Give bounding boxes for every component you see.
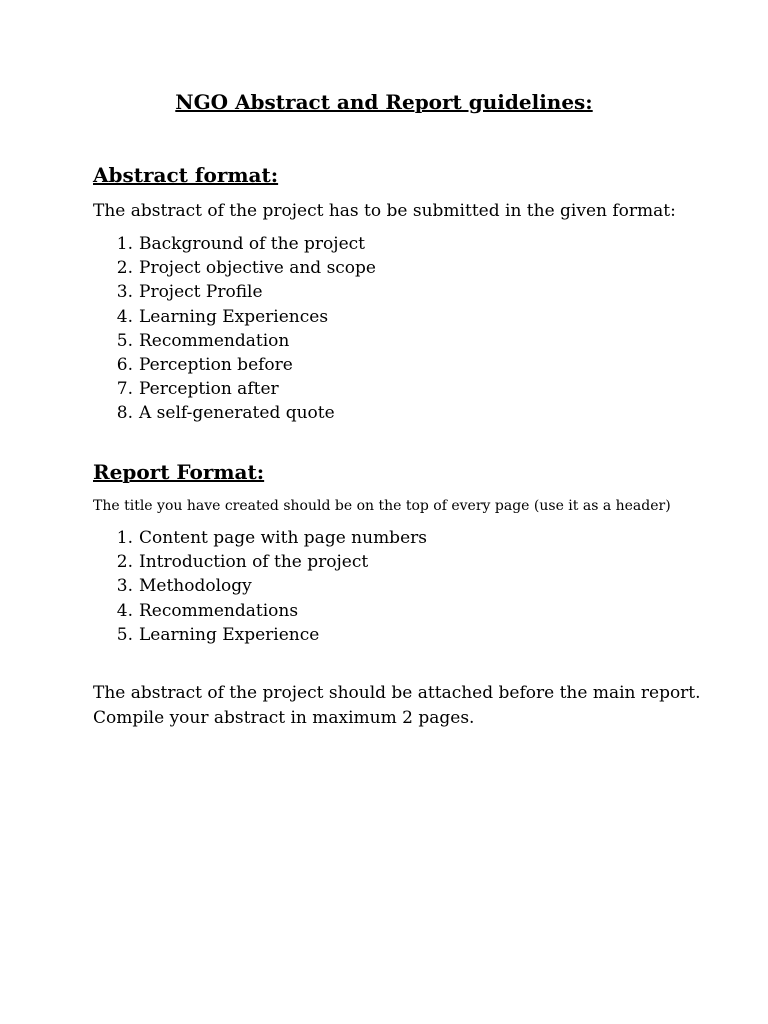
list-item-number: 7. xyxy=(116,379,133,400)
list-item xyxy=(93,353,376,377)
report-intro: The title you have created should be on the top of every page (use it as a header) xyxy=(93,498,671,514)
list-item-text: Project Profile xyxy=(139,282,263,303)
list-item-text: Methodology xyxy=(139,576,252,597)
list-item xyxy=(93,232,376,256)
list-item xyxy=(93,623,427,647)
list-item-text: Content page with page numbers xyxy=(139,528,427,548)
list-item xyxy=(93,256,376,280)
list-item-number: 1. xyxy=(116,528,133,548)
list-item-number: 5. xyxy=(116,624,133,645)
list-item-text: Perception after xyxy=(139,379,279,400)
abstract-heading: Abstract format: xyxy=(93,163,279,187)
list-item xyxy=(93,550,427,574)
list-item-text: Perception before xyxy=(139,354,293,375)
list-item-number: 8. xyxy=(116,403,133,424)
list-item-text: Recommendation xyxy=(139,330,290,351)
list-item-number: 6. xyxy=(116,354,133,375)
list-item xyxy=(93,280,376,304)
list-item xyxy=(93,574,427,598)
list-item-number: 4. xyxy=(116,600,133,621)
closing-note-line-1: The abstract of the project should be attached before the main report. xyxy=(93,683,701,703)
list-item-number: 3. xyxy=(116,576,133,597)
list-item-number: 4. xyxy=(116,306,133,327)
list-item-number: 2. xyxy=(116,258,133,279)
list-item-text: Background of the project xyxy=(139,234,365,254)
list-item-number: 1. xyxy=(116,234,133,254)
list-item-number: 2. xyxy=(116,552,133,573)
abstract-format-list xyxy=(93,232,376,426)
abstract-intro: The abstract of the project has to be submitted in the given format: xyxy=(93,201,676,221)
list-item xyxy=(93,401,376,425)
report-heading: Report Format: xyxy=(93,460,265,484)
list-item xyxy=(93,526,427,550)
list-item-number: 5. xyxy=(116,330,133,351)
report-format-list xyxy=(93,526,427,647)
list-item-text: Recommendations xyxy=(139,600,299,621)
list-item-text: Introduction of the project xyxy=(139,552,369,573)
list-item-text: Project objective and scope xyxy=(139,258,376,279)
list-item-text: Learning Experience xyxy=(139,624,320,645)
list-item-text: A self-generated quote xyxy=(139,403,335,424)
document-title: NGO Abstract and Report guidelines: xyxy=(175,90,593,114)
list-item xyxy=(93,599,427,623)
list-item xyxy=(93,305,376,329)
list-item-text: Learning Experiences xyxy=(139,306,329,327)
list-item-number: 3. xyxy=(116,282,133,303)
list-item xyxy=(93,329,376,353)
closing-note-line-2: Compile your abstract in maximum 2 pages. xyxy=(93,708,475,728)
list-item xyxy=(93,377,376,401)
